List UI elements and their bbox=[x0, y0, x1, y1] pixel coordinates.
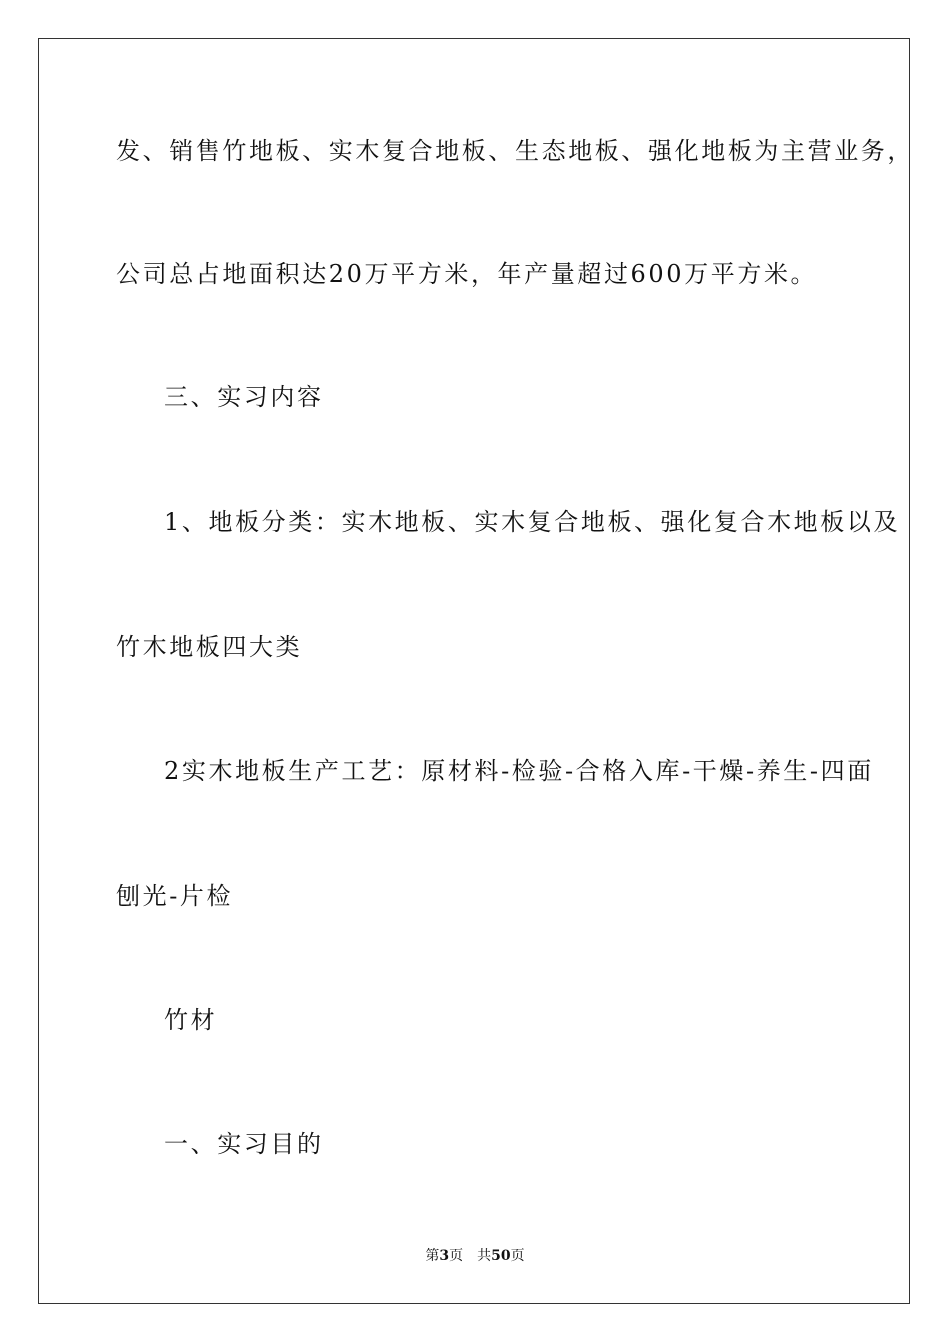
section-heading-bamboo: 竹材 bbox=[164, 1006, 218, 1034]
footer-page-suffix: 页 bbox=[449, 1248, 464, 1264]
footer-page-number: 3 bbox=[439, 1248, 450, 1264]
footer-total-pages: 50 bbox=[491, 1248, 511, 1264]
body-line-floor-classification: 1、地板分类：实木地板、实木复合地板、强化复合木地板以及 bbox=[164, 508, 901, 536]
page-border bbox=[38, 38, 910, 1304]
section-heading-internship-content: 三、实习内容 bbox=[164, 383, 324, 411]
footer-page-prefix: 第 bbox=[425, 1248, 440, 1264]
body-line-2: 公司总占地面积达20万平方米，年产量超过600万平方米。 bbox=[116, 260, 818, 288]
footer-total-suffix: 页 bbox=[510, 1248, 525, 1264]
footer-total-prefix: 共 bbox=[477, 1248, 492, 1264]
page-footer bbox=[0, 1247, 950, 1265]
section-heading-internship-purpose: 一、实习目的 bbox=[164, 1130, 324, 1158]
body-line-floor-classification-cont: 竹木地板四大类 bbox=[116, 633, 303, 661]
body-line-1: 发、销售竹地板、实木复合地板、生态地板、强化地板为主营业务， bbox=[116, 137, 914, 165]
body-line-production-process-cont: 刨光-片检 bbox=[116, 882, 234, 910]
body-line-production-process: 2实木地板生产工艺：原材料-检验-合格入库-干燥-养生-四面 bbox=[164, 757, 874, 785]
